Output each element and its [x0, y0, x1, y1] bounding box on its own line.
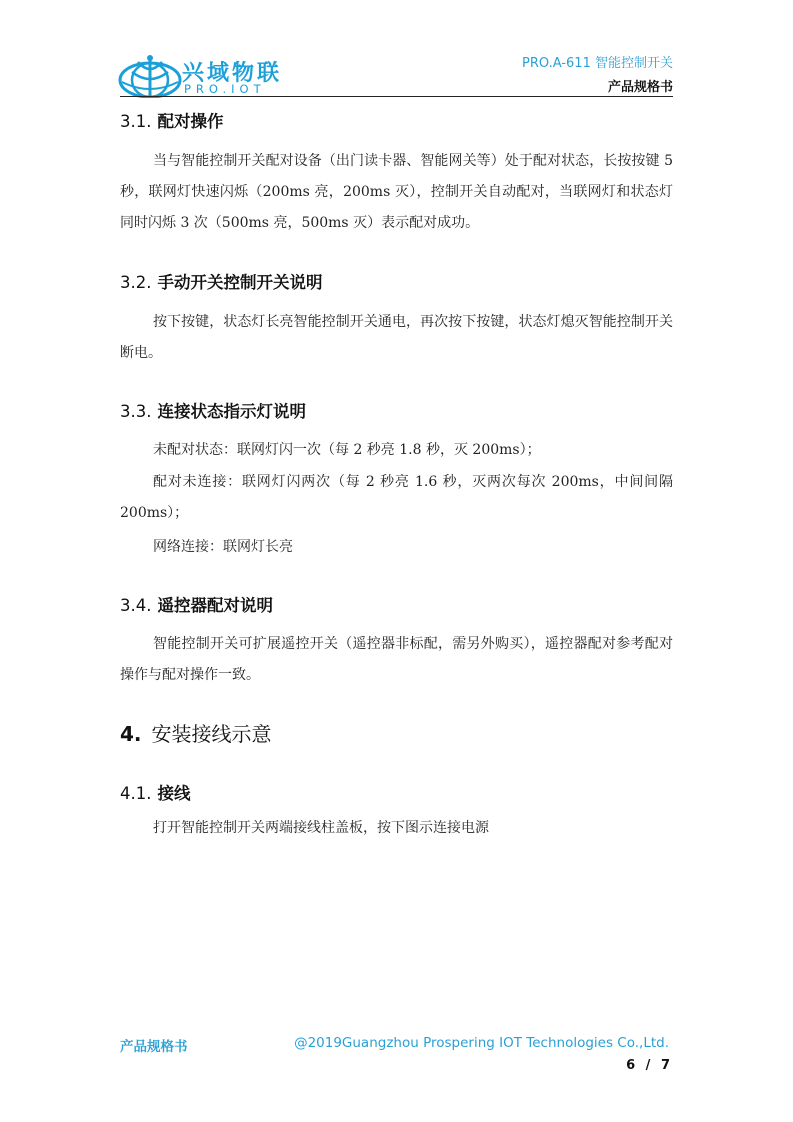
section-number: 3.4.	[120, 596, 152, 615]
section-3-1-paragraph: 当与智能控制开关配对设备（出门读卡器、智能网关等）处于配对状态，长按按键 5 秒，联网灯快速闪烁（200ms 亮，200ms 灭），控制开关自动配对，当联网灯和状态灯同时闪烁 3 次（500ms 亮，500ms 灭）表示配对成功。	[120, 153, 673, 231]
logo-text-en: PRO.IOT	[184, 82, 266, 96]
section-3-3-line-3: 网络连接：联网灯长亮	[153, 539, 293, 555]
header-divider	[120, 96, 673, 97]
section-3-2-heading	[120, 269, 323, 293]
header-doc-type: 产品规格书	[607, 80, 673, 95]
section-number: 4.1.	[120, 784, 152, 803]
section-3-3-line-2: 配对未连接：联网灯闪两次（每 2 秒亮 1.6 秒，灭两次每次 200ms，中间间隔 200ms）；	[120, 474, 673, 521]
section-number: 3.3.	[120, 402, 152, 421]
section-title: 配对操作	[157, 112, 224, 131]
section-title: 手动开关控制开关说明	[157, 273, 323, 292]
section-title: 连接状态指示灯说明	[157, 402, 306, 421]
footer-doc-type: 产品规格书	[120, 1039, 188, 1055]
page-number: 6 / 7	[626, 1058, 673, 1073]
logo-globe-icon	[118, 52, 182, 98]
section-3-4-paragraph: 智能控制开关可扩展遥控开关（遥控器非标配，需另外购买），遥控器配对参考配对操作与配对操作一致。	[120, 636, 673, 683]
section-number: 3.2.	[120, 273, 152, 292]
section-title: 遥控器配对说明	[157, 596, 273, 615]
section-3-2-paragraph: 按下按键，状态灯长亮智能控制开关通电，再次按下按键，状态灯熄灭智能控制开关断电。	[120, 314, 673, 361]
section-4-1-heading	[120, 780, 191, 804]
section-title: 接线	[157, 784, 191, 803]
section-3-3-heading	[120, 398, 306, 422]
section-number: 4.	[120, 722, 142, 746]
footer-copyright: @2019Guangzhou Prospering IOT Technologies Co.,Ltd.	[294, 1035, 669, 1051]
section-3-1-heading	[120, 108, 224, 132]
header-product-name: PRO.A-611 智能控制开关	[522, 56, 673, 71]
section-4-heading	[120, 718, 272, 747]
section-3-4-heading	[120, 592, 273, 616]
section-number: 3.1.	[120, 112, 152, 131]
section-title: 安装接线示意	[151, 722, 272, 746]
logo-text-cn: 兴域物联	[182, 61, 283, 86]
section-4-1-paragraph: 打开智能控制开关两端接线柱盖板，按下图示连接电源	[153, 820, 489, 836]
section-3-3-line-1: 未配对状态：联网灯闪一次（每 2 秒亮 1.8 秒，灭 200ms）；	[153, 442, 541, 458]
